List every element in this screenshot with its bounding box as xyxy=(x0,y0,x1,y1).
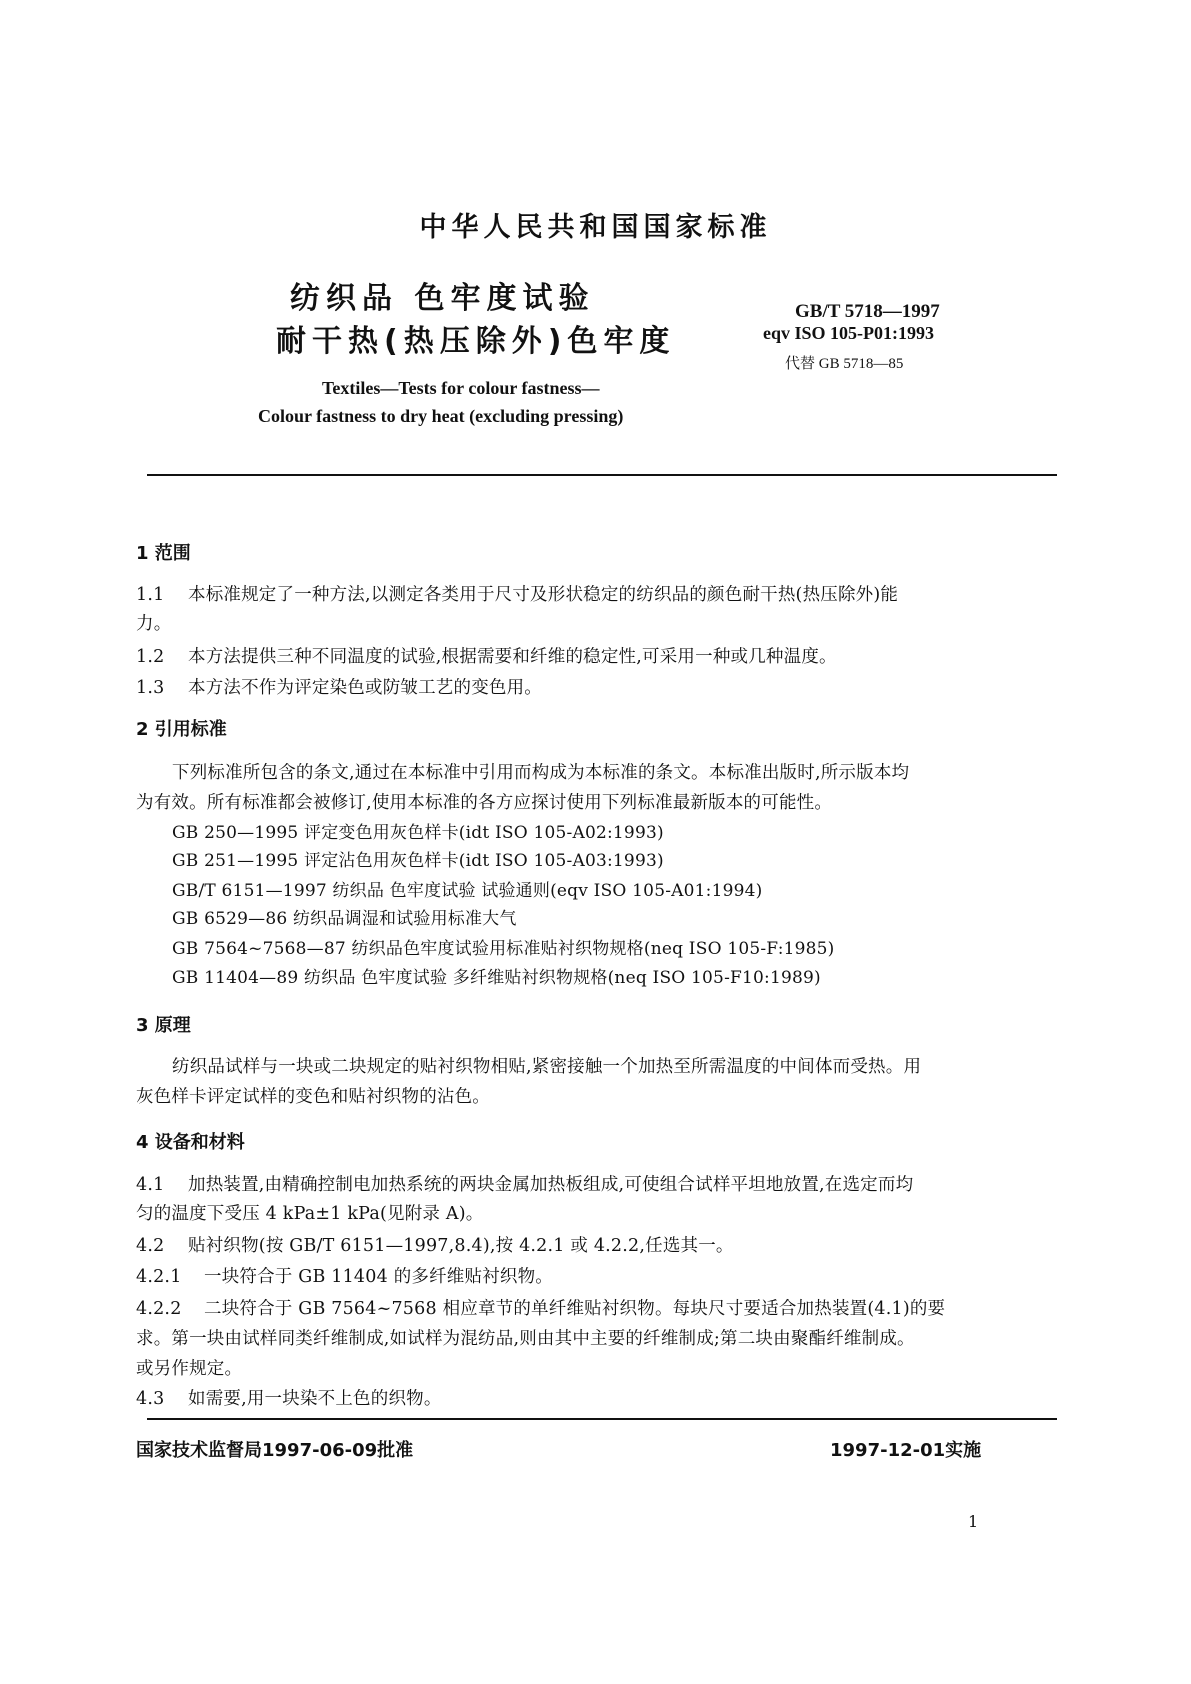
ref-gb251: GB 251—1995 评定沾色用灰色样卡(idt ISO 105-A03:1993) xyxy=(172,851,664,871)
title-en-line2: Colour fastness to dry heat (excluding pressing) xyxy=(258,406,624,426)
para-text: 本方法提供三种不同温度的试验,根据需要和纤维的稳定性,可采用一种或几种温度。 xyxy=(188,647,837,667)
para-number: 4.1 xyxy=(136,1175,165,1195)
para-1-1-cont: 力。 xyxy=(136,614,172,634)
para-number: 4.2 xyxy=(136,1236,165,1256)
section-3-para: 纺织品试样与一块或二块规定的贴衬织物相贴,紧密接触一个加热至所需温度的中间体而受热。用 xyxy=(172,1057,922,1077)
para-4-1-cont: 匀的温度下受压 4 kPa±1 kPa(见附录 A)。 xyxy=(136,1204,484,1224)
ref-gb250: GB 250—1995 评定变色用灰色样卡(idt ISO 105-A02:1993) xyxy=(172,823,664,843)
para-number: 1.2 xyxy=(136,647,165,667)
para-text: 一块符合于 GB 11404 的多纤维贴衬织物。 xyxy=(204,1267,553,1287)
equivalence: eqv ISO 105-P01:1993 xyxy=(763,323,934,343)
para-number: 4.3 xyxy=(136,1389,165,1409)
implementation-date: 1997-12-01实施 xyxy=(830,1440,982,1461)
page-number: 1 xyxy=(968,1512,979,1531)
para-4-3 xyxy=(136,1384,442,1414)
section-2-intro: 下列标准所包含的条文,通过在本标准中引用而构成为本标准的条文。本标准出版时,所示版本均 xyxy=(172,763,910,783)
para-text: 二块符合于 GB 7564~7568 相应章节的单纤维贴衬织物。每块尺寸要适合加热装置(4.1)的要 xyxy=(204,1299,946,1319)
national-standard-header: 中华人民共和国国家标准 xyxy=(419,212,772,243)
title-cn-line1: 纺织品 色牢度试验 xyxy=(290,281,595,316)
para-4-2-2-cont2: 或另作规定。 xyxy=(136,1359,243,1379)
standard-code: GB/T 5718—1997 xyxy=(795,301,940,322)
para-1-2 xyxy=(136,642,837,672)
para-number: 1.1 xyxy=(136,585,165,605)
approval-date: 国家技术监督局1997-06-09批准 xyxy=(136,1440,414,1461)
section-2-title: 2 引用标准 xyxy=(136,719,227,740)
para-text: 本标准规定了一种方法,以测定各类用于尺寸及形状稳定的纺织品的颜色耐干热(热压除外)能 xyxy=(188,585,899,605)
section-3-title: 3 原理 xyxy=(136,1015,191,1036)
title-cn-line2: 耐干热(热压除外)色牢度 xyxy=(276,324,676,359)
para-4-2-1 xyxy=(136,1262,553,1292)
para-4-2 xyxy=(136,1231,734,1261)
ref-gb11404: GB 11404—89 纺织品 色牢度试验 多纤维贴衬织物规格(neq ISO 105-F10:1989) xyxy=(172,968,821,988)
header-rule xyxy=(147,474,1057,476)
ref-gbt6151: GB/T 6151—1997 纺织品 色牢度试验 试验通则(eqv ISO 105-A01:1994) xyxy=(172,881,763,901)
para-1-3 xyxy=(136,673,542,703)
para-4-2-2 xyxy=(136,1294,945,1324)
para-4-2-2-cont: 求。第一块由试样同类纤维制成,如试样为混纺品,则由其中主要的纤维制成;第二块由聚酯纤维制成。 xyxy=(136,1329,915,1349)
replaces-note: 代替 GB 5718—85 xyxy=(785,356,904,372)
section-2-intro-cont: 为有效。所有标准都会被修订,使用本标准的各方应探讨使用下列标准最新版本的可能性。 xyxy=(136,793,833,813)
section-4-title: 4 设备和材料 xyxy=(136,1132,245,1153)
ref-gb6529: GB 6529—86 纺织品调湿和试验用标准大气 xyxy=(172,909,517,929)
title-en-line1: Textiles—Tests for colour fastness— xyxy=(322,378,600,398)
para-1-1 xyxy=(136,580,898,610)
para-4-1 xyxy=(136,1170,913,1200)
para-number: 4.2.2 xyxy=(136,1299,182,1319)
para-text: 如需要,用一块染不上色的织物。 xyxy=(188,1389,442,1409)
para-text: 加热装置,由精确控制电加热系统的两块金属加热板组成,可使组合试样平坦地放置,在选定而均 xyxy=(188,1175,914,1195)
footer-rule xyxy=(147,1418,1057,1420)
section-1-title: 1 范围 xyxy=(136,543,191,564)
para-text: 本方法不作为评定染色或防皱工艺的变色用。 xyxy=(188,678,542,698)
para-text: 贴衬织物(按 GB/T 6151—1997,8.4),按 4.2.1 或 4.2.2,任选其一。 xyxy=(188,1236,734,1256)
ref-gb7564: GB 7564~7568—87 纺织品色牢度试验用标准贴衬织物规格(neq ISO 105-F:1985) xyxy=(172,939,835,959)
para-number: 1.3 xyxy=(136,678,165,698)
section-3-para-cont: 灰色样卡评定试样的变色和贴衬织物的沾色。 xyxy=(136,1087,490,1107)
para-number: 4.2.1 xyxy=(136,1267,182,1287)
